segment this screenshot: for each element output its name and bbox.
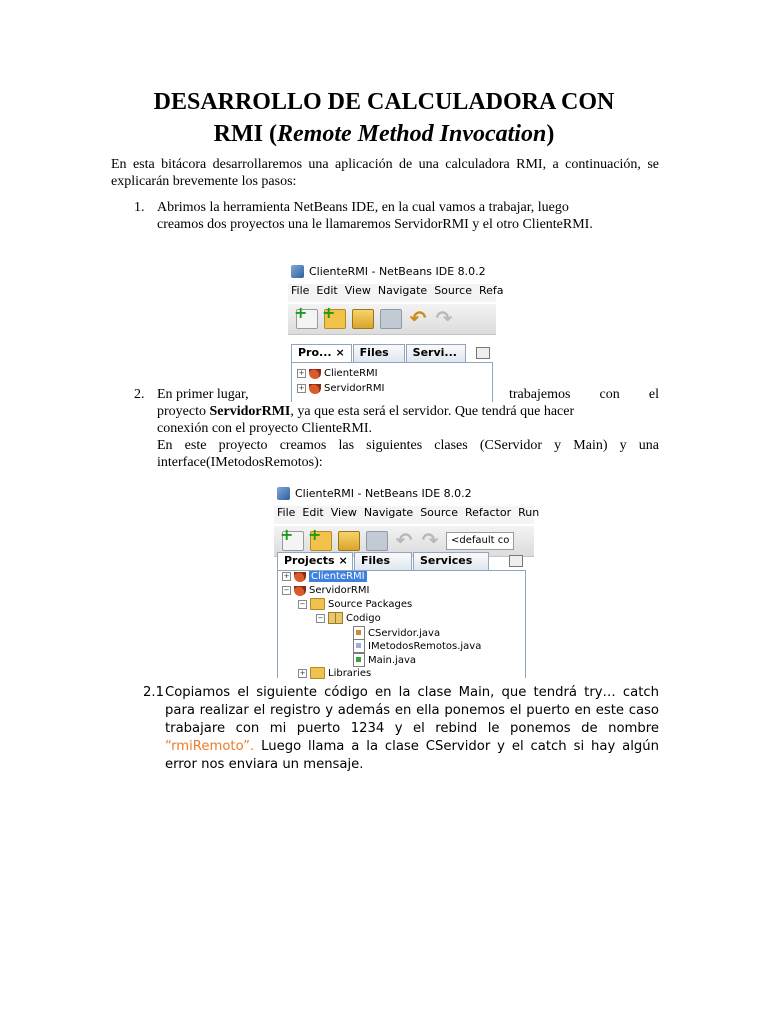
step-2-line-4: En este proyecto creamos las siguientes clases (CServidor y Main) y una interface(IMetodosRemotos): bbox=[157, 438, 659, 470]
minimize-icon bbox=[476, 347, 490, 359]
menu-edit: Edit bbox=[316, 284, 338, 297]
java-class-icon bbox=[353, 626, 365, 640]
collapse-icon: − bbox=[283, 586, 290, 594]
tree-node-main: Main.java bbox=[353, 653, 416, 667]
tab-services: Servi... bbox=[406, 344, 466, 362]
netbeans-cube-icon bbox=[291, 265, 304, 278]
minimize-icon bbox=[509, 555, 523, 567]
java-project-icon bbox=[294, 586, 306, 596]
window-title: ClienteRMI - NetBeans IDE 8.0.2 bbox=[309, 264, 486, 278]
java-project-icon bbox=[309, 369, 321, 379]
package-icon bbox=[328, 612, 343, 624]
netbeans-cube-icon bbox=[277, 487, 290, 500]
project-tree bbox=[291, 363, 493, 402]
expand-icon: + bbox=[299, 668, 306, 677]
tree-node-clientermi: + ClienteRMI bbox=[283, 571, 365, 582]
netbeans-screenshot-1 bbox=[288, 260, 504, 402]
title-suffix: ) bbox=[546, 121, 555, 147]
tab-close-icon: × bbox=[335, 346, 345, 359]
java-project-icon bbox=[309, 384, 321, 394]
title-line-1: DESARROLLO DE CALCULADORA CON bbox=[153, 89, 615, 115]
menu-edit: Edit bbox=[302, 506, 324, 519]
folder-icon bbox=[310, 667, 325, 679]
ide-toolbar bbox=[288, 304, 496, 335]
menu-navigate: Navigate bbox=[377, 284, 428, 297]
window-title: ClienteRMI - NetBeans IDE 8.0.2 bbox=[295, 486, 472, 500]
tree-node-cservidor: CServidor.java bbox=[353, 626, 440, 640]
java-main-class-icon bbox=[353, 653, 365, 667]
step-1-line-2: creamos dos proyectos una le llamaremos ServidorRMI y el otro ClienteRMI. bbox=[157, 217, 593, 232]
menu-source: Source bbox=[434, 284, 472, 297]
undo-icon: ↶ bbox=[395, 528, 413, 552]
tree-node-servidorrmi: − ServidorRMI bbox=[283, 585, 370, 596]
save-all-icon bbox=[366, 531, 388, 551]
expand-icon: + bbox=[283, 572, 290, 580]
java-interface-icon bbox=[353, 639, 365, 653]
menu-bar bbox=[274, 506, 540, 524]
servidorrmi-bold: ServidorRMI bbox=[209, 404, 291, 419]
step-2-tail: trabajemos con el bbox=[509, 387, 659, 402]
step-1-text bbox=[157, 199, 657, 233]
tree-node-codigo: − Codigo bbox=[317, 612, 381, 624]
project-tree bbox=[277, 571, 526, 678]
tree-node-clientermi: + ClienteRMI bbox=[298, 368, 378, 379]
collapse-icon: − bbox=[299, 599, 306, 608]
window-title-bar bbox=[288, 260, 496, 282]
tree-node-source-packages: − Source Packages bbox=[299, 598, 413, 610]
expand-icon: + bbox=[298, 369, 305, 377]
step-2-line-3: conexión con el proyecto ClienteRMI. bbox=[157, 421, 372, 436]
redo-icon: ↷ bbox=[421, 528, 439, 552]
tree-node-imetodosremotos: IMetodosRemotos.java bbox=[353, 639, 481, 653]
step-2-1-number: 2.1 bbox=[143, 685, 164, 700]
step-1-number: 1. bbox=[134, 200, 145, 215]
title-prefix: RMI ( bbox=[213, 121, 277, 147]
save-all-icon bbox=[380, 309, 402, 329]
new-file-icon bbox=[296, 309, 318, 329]
menu-bar bbox=[288, 284, 504, 302]
menu-navigate: Navigate bbox=[363, 506, 414, 519]
folder-icon bbox=[310, 598, 325, 610]
config-combo: <default co bbox=[446, 532, 514, 550]
step-2-lead: En primer lugar, bbox=[157, 387, 249, 402]
menu-file: File bbox=[291, 284, 310, 297]
page-title bbox=[0, 86, 768, 150]
collapse-icon: − bbox=[317, 613, 324, 622]
menu-view: View bbox=[330, 506, 357, 519]
menu-refactor: Refa bbox=[478, 284, 504, 297]
intro-paragraph: En esta bitácora desarrollaremos una aplicación de una calculadora RMI, a continuación, se explicarán brevemente los pasos: bbox=[111, 157, 659, 189]
netbeans-screenshot-2 bbox=[274, 482, 540, 679]
new-file-icon bbox=[282, 531, 304, 551]
step-2-text bbox=[157, 403, 659, 471]
rmi-remoto-highlight: “rmiRemoto”. bbox=[165, 739, 255, 754]
tab-close-icon: × bbox=[338, 554, 348, 567]
tree-node-libraries: + Libraries bbox=[299, 667, 372, 679]
java-project-icon bbox=[294, 572, 306, 582]
open-project-icon bbox=[352, 309, 374, 329]
title-italic: Remote Method Invocation bbox=[276, 121, 547, 147]
open-project-icon bbox=[338, 531, 360, 551]
new-project-icon bbox=[310, 531, 332, 551]
step-1-line-1: Abrimos la herramienta NetBeans IDE, en la cual vamos a trabajar, luego bbox=[157, 200, 569, 215]
expand-icon: + bbox=[298, 384, 305, 392]
tab-files: Files bbox=[353, 344, 405, 362]
undo-icon: ↶ bbox=[409, 306, 427, 330]
menu-file: File bbox=[277, 506, 296, 519]
step-2-line-2: proyecto ServidorRMI, ya que esta será el servidor. Que tendrá que hacer bbox=[157, 404, 575, 419]
step-2-1-text: Copiamos el siguiente código en la clase Main, que tendrá try… catch para realizar el registro y además en ella ponemos el puerto en este caso trabajare con mi puerto 1234 y el rebind le ponemos de nombre “rmiRemoto”. Luego llama a la clase CServidor y el catch si hay algún error nos enviara un mensaje. bbox=[165, 685, 659, 772]
menu-view: View bbox=[344, 284, 371, 297]
panel-tabs bbox=[277, 552, 526, 571]
new-project-icon bbox=[324, 309, 346, 329]
tab-projects: Pro... × bbox=[291, 344, 352, 362]
tab-files: Files bbox=[354, 552, 412, 570]
tab-services: Services bbox=[413, 552, 489, 570]
title-line-2 bbox=[0, 118, 768, 150]
redo-icon: ↷ bbox=[435, 306, 453, 330]
menu-run: Run bbox=[518, 506, 540, 519]
menu-source: Source bbox=[420, 506, 458, 519]
panel-tabs bbox=[291, 344, 493, 363]
menu-refactor: Refactor bbox=[464, 506, 512, 519]
step-2-number: 2. bbox=[134, 387, 145, 402]
window-title-bar bbox=[274, 482, 534, 504]
tree-node-servidorrmi: + ServidorRMI bbox=[298, 383, 385, 394]
tab-projects: Projects × bbox=[277, 552, 353, 570]
